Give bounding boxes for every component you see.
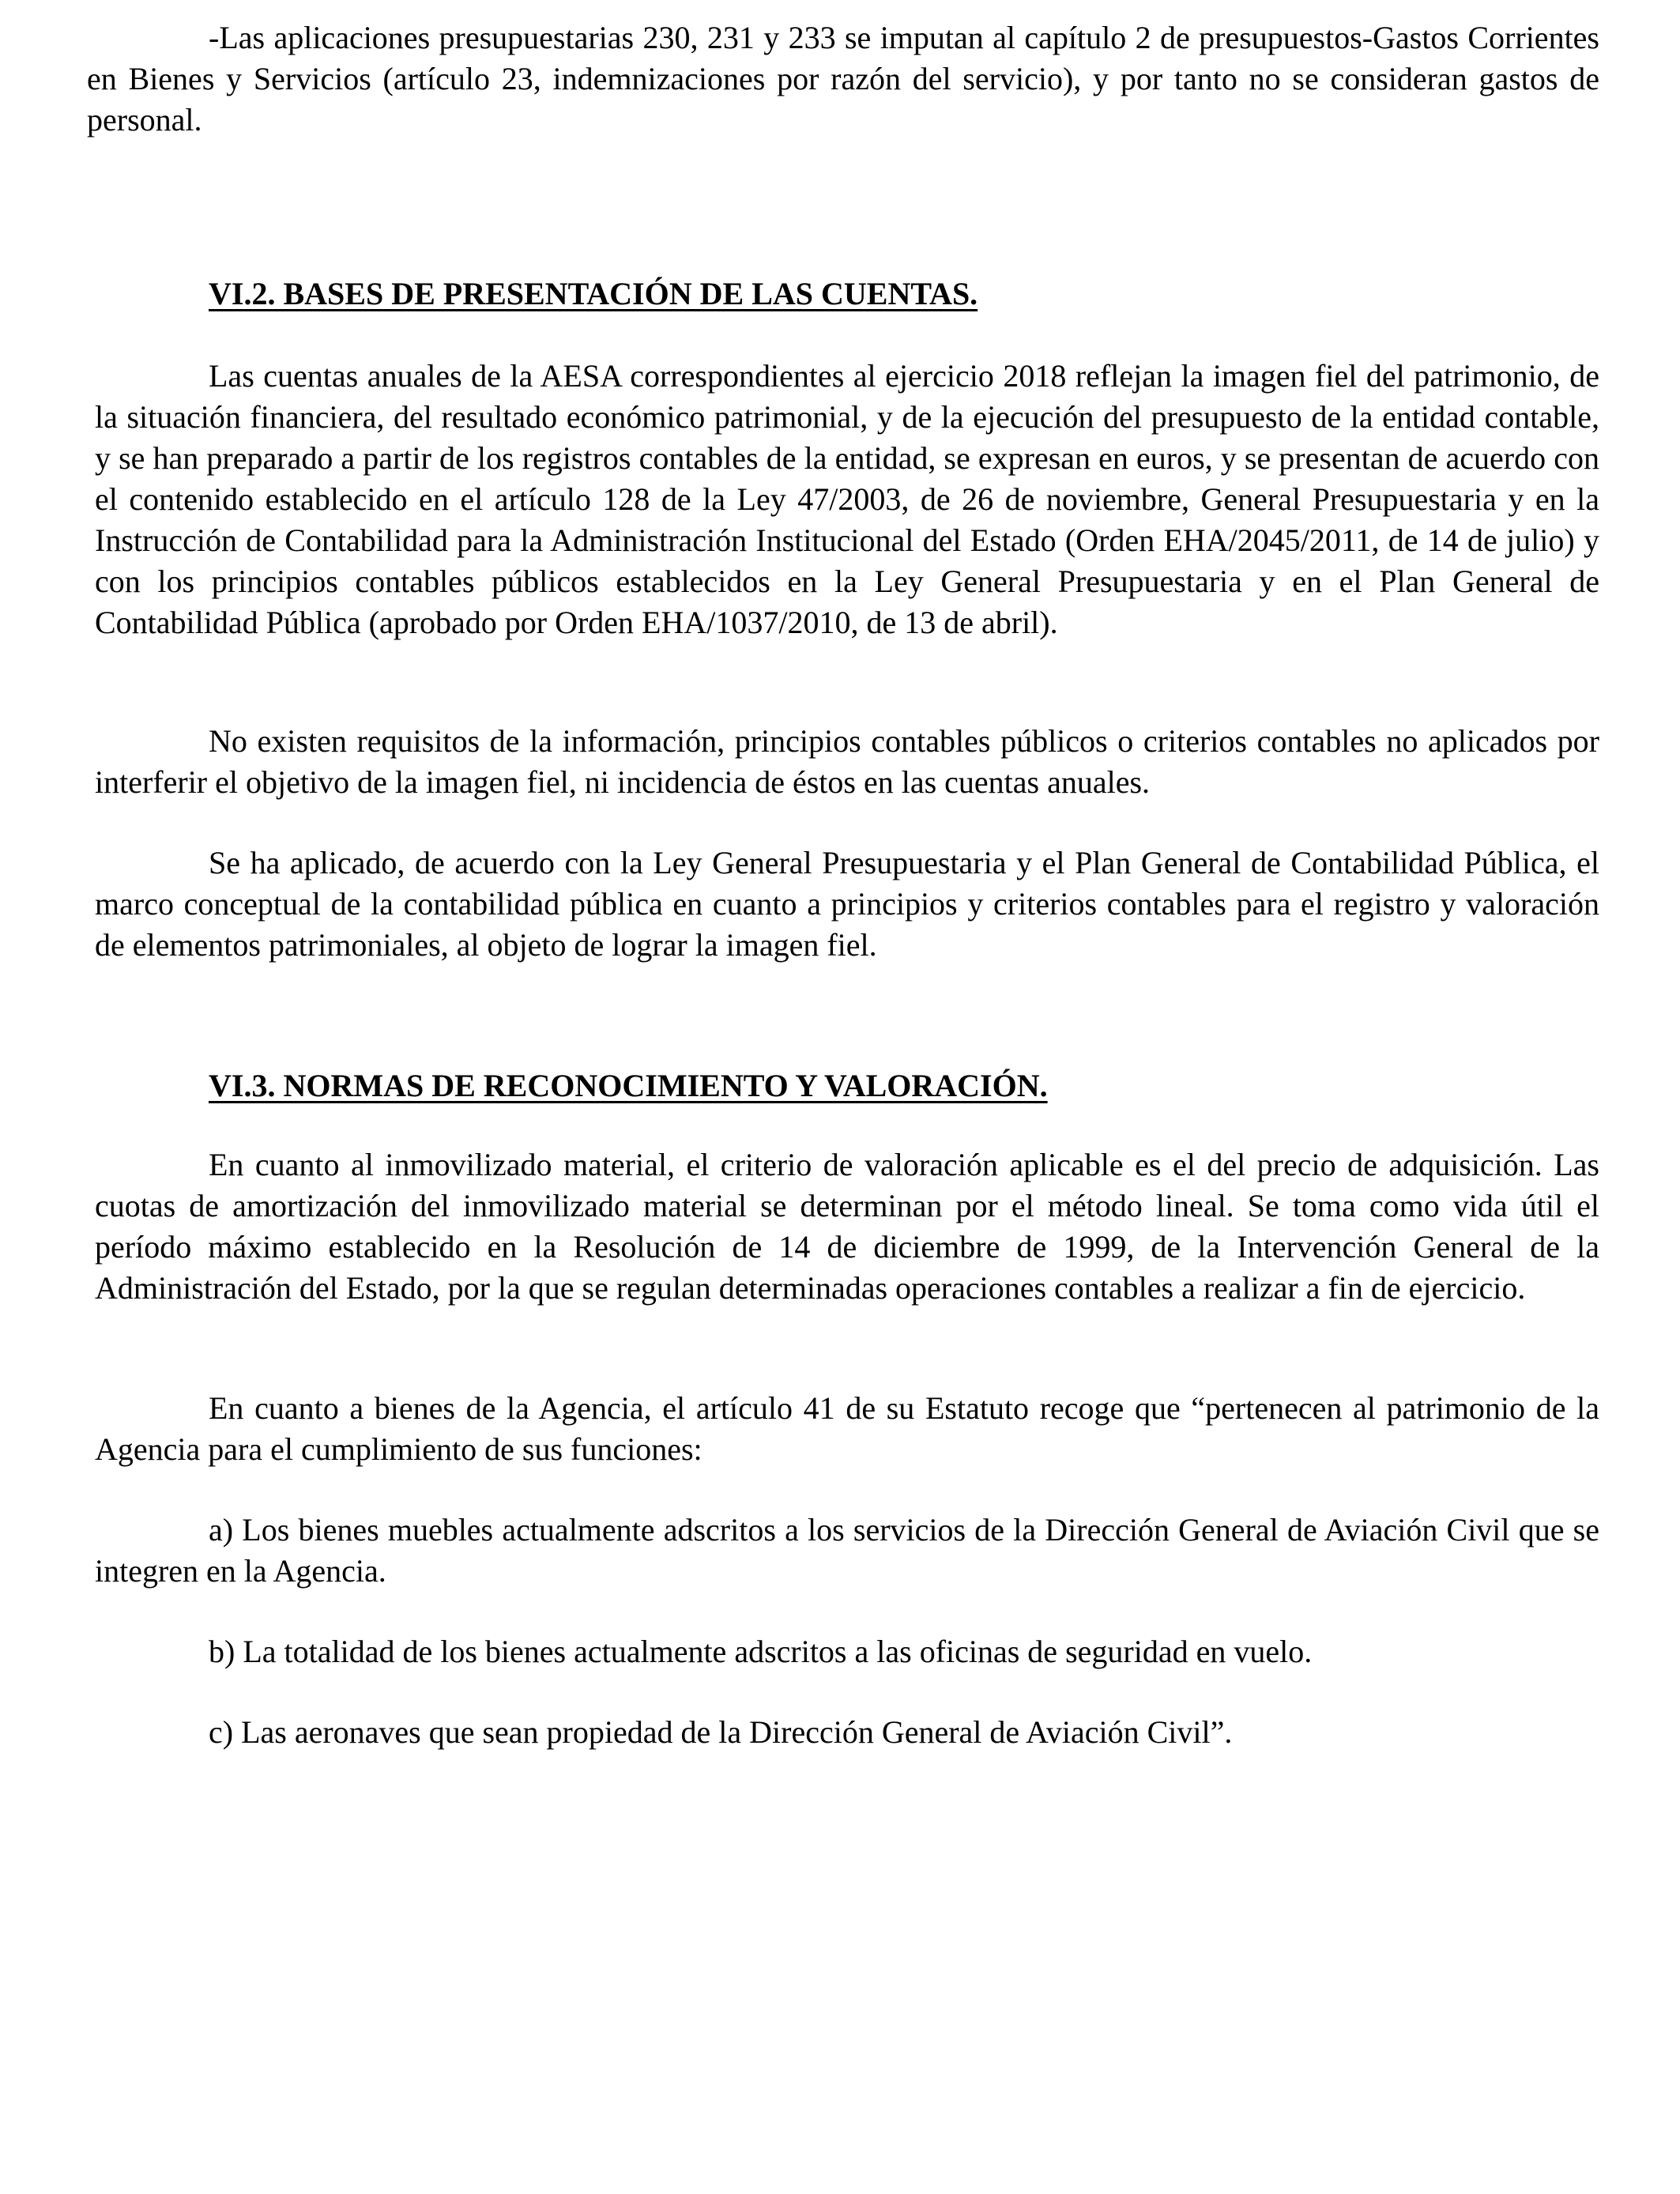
section-heading-vi3: VI.3. NORMAS DE RECONOCIMIENTO Y VALORACIÓN. <box>209 1068 1048 1103</box>
vi3-list-item-a: a) Los bienes muebles actualmente adscritos a los servicios de la Dirección General de Aviación Civil que se integren en la Agencia. <box>95 1512 1599 1589</box>
section-heading-vi2: VI.2. BASES DE PRESENTACIÓN DE LAS CUENTAS. <box>209 276 978 311</box>
vi2-paragraph-1: Las cuentas anuales de la AESA correspondientes al ejercicio 2018 reflejan la imagen fiel del patrimonio, de la situación financiera, del resultado económico patrimonial, y de la ejecución del presupuesto de la entidad contable, y se han preparado a partir de los registros contables de la entidad, se expresan en euros, y se presentan de acuerdo con el contenido establecido en el artículo 128 de la Ley 47/2003, de 26 de noviembre, General Presupuestaria y en la Instrucción de Contabilidad para la Administración Institucional del Estado (Orden EHA/2045/2011, de 14 de julio) y con los principios contables públicos establecidos en la Ley General Presupuestaria y en el Plan General de Contabilidad Pública (aprobado por Orden EHA/1037/2010, de 13 de abril). <box>95 358 1599 640</box>
vi3-list-item-b: b) La totalidad de los bienes actualmente adscritos a las oficinas de seguridad en vuelo. <box>209 1634 1313 1669</box>
vi2-paragraph-3: Se ha aplicado, de acuerdo con la Ley General Presupuestaria y el Plan General de Contabilidad Pública, el marco conceptual de la contabilidad pública en cuanto a principios y criterios contables para el registro y valoración de elementos patrimoniales, al objeto de lograr la imagen fiel. <box>95 845 1599 963</box>
vi2-paragraph-2: No existen requisitos de la información, principios contables públicos o criterios contables no aplicados por interferir el objetivo de la imagen fiel, ni incidencia de éstos en las cuentas anuales. <box>95 723 1599 800</box>
vi3-paragraph-2: En cuanto a bienes de la Agencia, el artículo 41 de su Estatuto recoge que “pertenecen al patrimonio de la Agencia para el cumplimiento de sus funciones: <box>95 1390 1599 1467</box>
intro-paragraph: -Las aplicaciones presupuestarias 230, 231 y 233 se imputan al capítulo 2 de presupuestos-Gastos Corrientes en Bienes y Servicios (artículo 23, indemnizaciones por razón del servicio), y por tanto no se consideran gastos de personal. <box>87 20 1599 138</box>
vi3-list-item-c: c) Las aeronaves que sean propiedad de la Dirección General de Aviación Civil”. <box>209 1714 1233 1750</box>
vi3-paragraph-1: En cuanto al inmovilizado material, el criterio de valoración aplicable es el del precio de adquisición. Las cuotas de amortización del inmovilizado material se determinan por el método lineal. Se toma como vida útil el período máximo establecido en la Resolución de 14 de diciembre de 1999, de la Intervención General de la Administración del Estado, por la que se regulan determinadas operaciones contables a realizar a fin de ejercicio. <box>95 1147 1599 1306</box>
